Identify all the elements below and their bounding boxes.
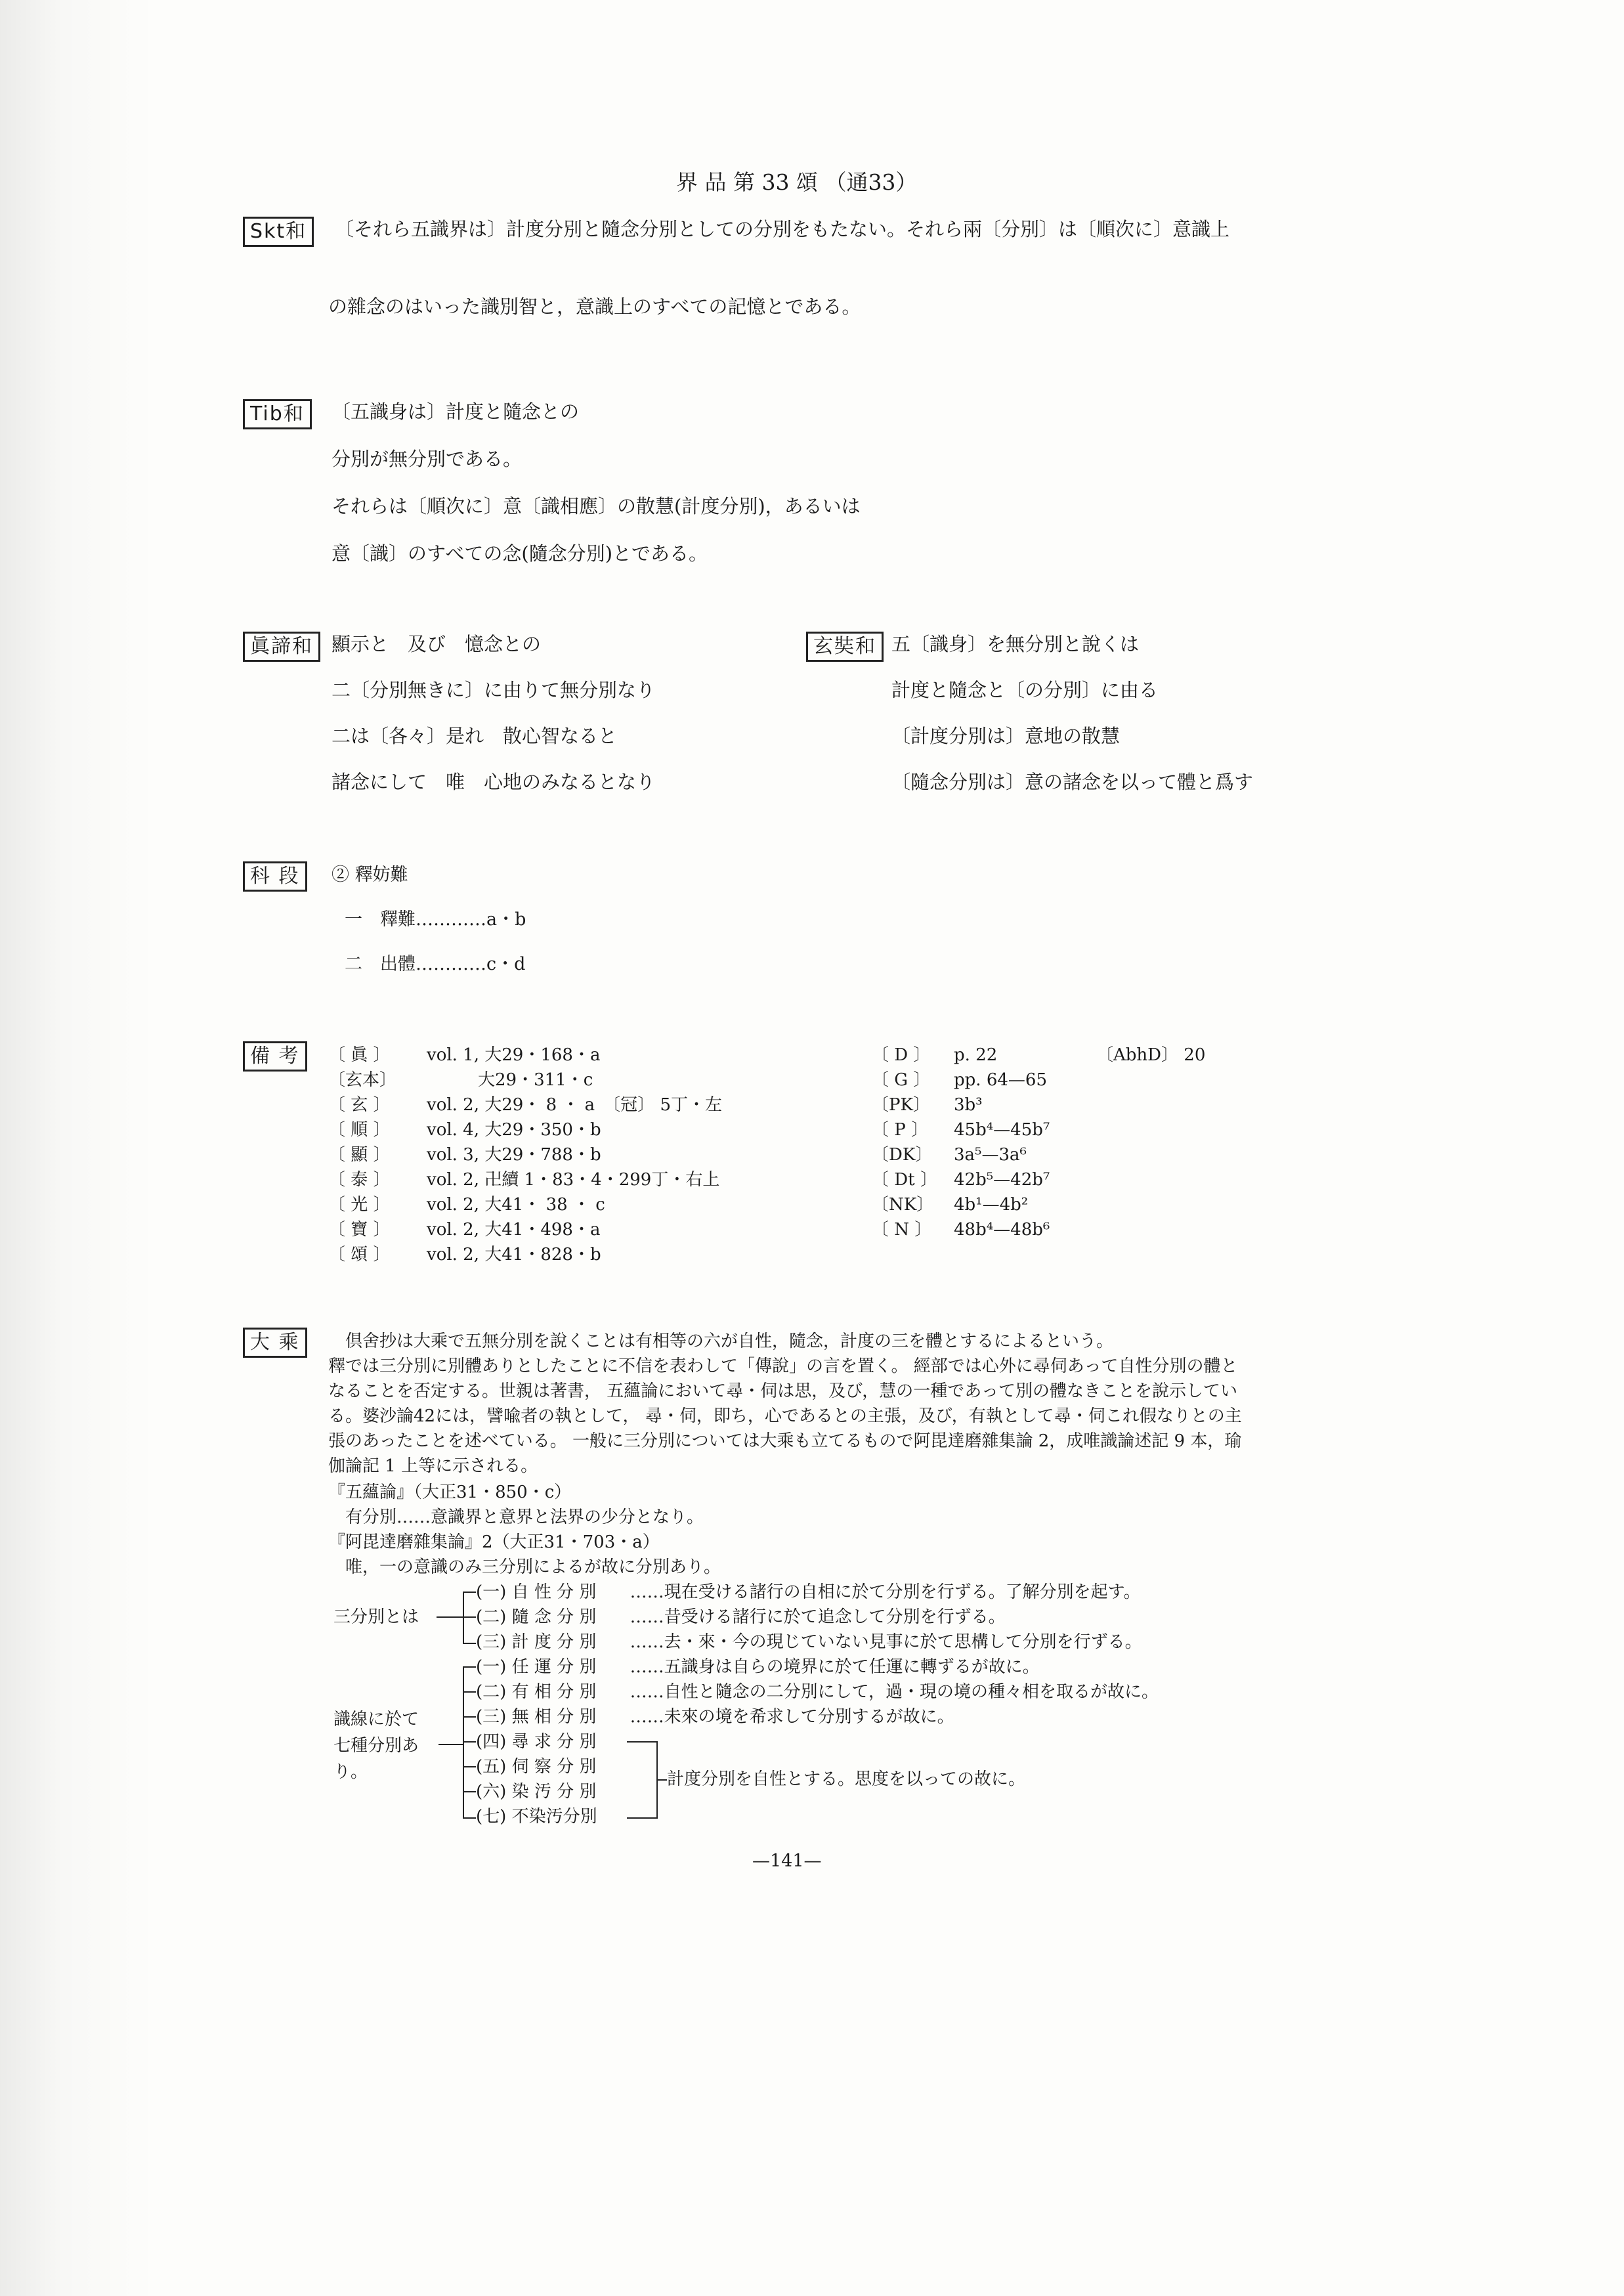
ref-row [872, 1093, 983, 1117]
tree-line [463, 1716, 476, 1718]
tree-desc: ……未來の境を希求して分別するが故に。 [630, 1707, 954, 1727]
ref-value: 45b⁴—45b⁷ [954, 1120, 1050, 1140]
ref-row [872, 1167, 1050, 1192]
tree-name: 不染汚分別 [511, 1807, 597, 1827]
ref-value: vol. 4, 大29・350・b [427, 1120, 601, 1140]
ref-value: vol. 1, 大29・168・a [427, 1045, 601, 1065]
genjo-label: 玄奘和 [806, 632, 884, 662]
genjo-line: 〔計度分別は〕意地の散慧 [891, 725, 1121, 747]
tree-mark: (一) [476, 1582, 507, 1602]
tree-desc: ……現在受ける諸行の自相に於て分別を行ずる。了解分別を起す。 [630, 1582, 1141, 1602]
scan-shadow [0, 0, 158, 2296]
ref-value: 48b⁴—48b⁶ [954, 1220, 1050, 1240]
tree-mark: (七) [476, 1807, 507, 1827]
ref-row [328, 1142, 601, 1167]
tree-line [463, 1691, 476, 1693]
daijo-para-line: 釋では三分別に別體ありとしたことに不信を表わして「傳說」の言を置く。 經部では心外に尋伺あって自性分別の體と [328, 1356, 1238, 1376]
skt-line-2: の雜念のはいった識別智と，意識上のすべての記憶とである。 [328, 295, 861, 318]
tree-name: 有 相 分 別 [511, 1682, 597, 1702]
tib-line: 分別が無分別である。 [331, 448, 523, 470]
ref-extra: 〔AbhD〕 20 [1096, 1045, 1206, 1065]
tree-item [476, 1679, 1159, 1704]
tree-name: 尋 求 分 別 [511, 1732, 597, 1752]
ref-key: 〔 Dt 〕 [872, 1170, 937, 1190]
group2-brace-text: 計度分別を自性とする。思度を以っての故に。 [667, 1769, 1026, 1789]
daijo-para-line: 倶舍抄は大乘で五無分別を說くことは有相等の六が自性，隨念，計度の三を體とするによるという。 [328, 1332, 1114, 1351]
bracket-line [656, 1779, 667, 1781]
tree-line [463, 1592, 464, 1644]
shintai-line: 二は〔各々〕是れ 散心智なると [331, 725, 618, 747]
tree-mark: (五) [476, 1757, 507, 1777]
tree-desc: ……昔受ける諸行に於て追念して分別を行ずる。 [630, 1607, 1006, 1627]
tree-item [476, 1804, 630, 1829]
tree-item [476, 1655, 1040, 1679]
ref-value: pp. 64—65 [954, 1070, 1047, 1090]
tree-item [476, 1729, 630, 1754]
shintai-line: 顯示と 及び 憶念との [331, 633, 542, 655]
tree-line [438, 1744, 463, 1745]
ref-key: 〔 寶 〕 [328, 1220, 391, 1240]
skt-line-1: 〔それら五識界は〕計度分別と隨念分別としての分別をもたない。それら兩〔分別〕は〔順次に〕意識上 [335, 218, 1230, 240]
ref-key: 〔 D 〕 [872, 1045, 931, 1065]
gouon-text: 有分別……意識界と意界と法界の少分となり。 [328, 1507, 704, 1527]
zasshu-title: 『阿毘達磨雜集論』2（大正31・703・a） [328, 1532, 660, 1552]
ref-key: 〔 G 〕 [872, 1070, 931, 1090]
page-title: 界 品 第 33 頌 （通33） [676, 169, 918, 195]
kadan-head: ② 釋妨難 [331, 865, 408, 885]
ref-row [328, 1117, 601, 1142]
tree-line [463, 1766, 476, 1767]
ref-row [328, 1167, 719, 1192]
ref-row [872, 1217, 1050, 1242]
ref-key: 〔 P 〕 [872, 1120, 929, 1140]
shintai-line: 二〔分別無きに〕に由りて無分別なり [331, 679, 656, 701]
ref-key: 〔 泰 〕 [328, 1170, 391, 1190]
tree-line [463, 1791, 476, 1792]
group2-label: 七種分別あ [333, 1736, 419, 1756]
tree-mark: (三) [476, 1707, 507, 1727]
kadan-item: 二 出體…………c・d [345, 954, 526, 974]
ref-row [872, 1068, 1047, 1093]
ref-key: 〔PK〕 [872, 1095, 930, 1115]
tib-line: 〔五識身は〕計度と隨念との [331, 401, 580, 423]
ref-key: 〔 顯 〕 [328, 1145, 391, 1165]
tib-label: Tib和 [243, 399, 312, 429]
tree-mark: (三) [476, 1632, 507, 1652]
tree-desc: ……去・來・今の現じていない見事に於て思構して分別を行ずる。 [630, 1632, 1142, 1652]
ref-value: vol. 3, 大29・788・b [427, 1145, 601, 1165]
tree-mark: (四) [476, 1732, 507, 1752]
tree-line [463, 1643, 476, 1644]
tree-name: 任 運 分 別 [511, 1657, 597, 1677]
ref-key: 〔 N 〕 [872, 1220, 932, 1240]
genjo-line: 五〔識身〕を無分別と說くは [891, 633, 1140, 655]
genjo-line: 〔隨念分別は〕意の諸念を以って體と爲す [891, 771, 1254, 793]
tib-line: 意〔識〕のすべての念(隨念分別)とである。 [331, 542, 708, 565]
tree-item [476, 1605, 1006, 1630]
tree-line [463, 1741, 476, 1743]
ref-key: 〔 順 〕 [328, 1120, 391, 1140]
shintai-line: 諸念にして 唯 心地のみなるとなり [331, 771, 656, 793]
ref-row [872, 1142, 1027, 1167]
tree-line [463, 1592, 476, 1593]
ref-row [328, 1217, 600, 1242]
tree-item [476, 1580, 1140, 1605]
ref-value: 3b³ [954, 1095, 983, 1115]
ref-value: vol. 2, 卍續 1・83・4・299丁・右上 [427, 1170, 720, 1190]
group2-label: り。 [333, 1762, 368, 1782]
skt-label: Skt和 [243, 217, 314, 247]
ref-row [328, 1093, 722, 1117]
ref-value: vol. 2, 大29・ 8 ・ a 〔冠〕 5丁・左 [427, 1095, 722, 1115]
ref-row [328, 1043, 600, 1068]
daijo-para-line: 張のあったことを述べている。 一般に三分別については大乘も立てるもので阿毘達磨雜集論 2，成唯識論述記 9 本，瑜 [328, 1431, 1242, 1451]
ref-key: 〔玄本〕 [328, 1070, 397, 1090]
tree-item [476, 1754, 630, 1779]
tree-name: 隨 念 分 別 [511, 1607, 597, 1627]
ref-row [872, 1117, 1050, 1142]
tree-name: 伺 察 分 別 [511, 1757, 597, 1777]
page-number: —141— [752, 1851, 822, 1871]
tree-mark: (二) [476, 1607, 507, 1627]
tree-line [463, 1817, 476, 1819]
ref-row [872, 1192, 1028, 1217]
tree-line [463, 1666, 476, 1668]
tree-mark: (一) [476, 1657, 507, 1677]
ref-row [872, 1043, 997, 1068]
ref-value: 3a⁵—3a⁶ [954, 1145, 1027, 1165]
daijo-para-line: る。婆沙論42には，譬喩者の執として， 尋・伺，即ち，心であるとの主張，及び，有執として尋・伺これ假なりとの主 [328, 1406, 1242, 1426]
kadan-label: 科 段 [243, 861, 307, 892]
tree-item [476, 1779, 630, 1804]
tree-line [463, 1666, 464, 1819]
ref-value: vol. 2, 大41・ 38 ・ c [427, 1195, 605, 1215]
ref-row [328, 1242, 601, 1267]
ref-value: 4b¹—4b² [954, 1195, 1029, 1215]
tree-desc: ……自性と隨念の二分別にして，過・現の境の種々相を取るが故に。 [630, 1682, 1159, 1702]
tree-mark: (二) [476, 1682, 507, 1702]
zasshu-text: 唯，一の意識のみ三分別によるが故に分別あり。 [328, 1557, 721, 1577]
kadan-item: 一 釋難…………a・b [345, 909, 526, 930]
tree-name: 無 相 分 別 [511, 1707, 597, 1727]
ref-value: p. 22 [954, 1045, 998, 1065]
biko-label: 備 考 [243, 1041, 307, 1072]
bracket-line [627, 1741, 656, 1743]
genjo-line: 計度と隨念と〔の分別〕に由る [891, 679, 1159, 701]
ref-key: 〔 光 〕 [328, 1195, 391, 1215]
ref-key: 〔DK〕 [872, 1145, 933, 1165]
ref-row [328, 1068, 593, 1093]
tree-desc: ……五識身は自らの境界に於て任運に轉ずるが故に。 [630, 1657, 1040, 1677]
tree-name: 計 度 分 別 [511, 1632, 597, 1652]
tib-line: それらは〔順次に〕意〔識相應〕の散慧(計度分別)，あるいは [331, 495, 861, 517]
tree-line [463, 1616, 476, 1618]
shintai-label: 眞諦和 [243, 632, 320, 662]
ref-key: 〔NK〕 [872, 1195, 934, 1215]
ref-value: 大29・311・c [427, 1070, 593, 1090]
ref-key: 〔 眞 〕 [328, 1045, 391, 1065]
ref-value: vol. 2, 大41・498・a [427, 1220, 601, 1240]
bracket-line [627, 1817, 656, 1819]
tree-name: 染 汚 分 別 [511, 1782, 597, 1802]
ref-value: 42b⁵—42b⁷ [954, 1170, 1050, 1190]
daijo-para-line: 伽論記 1 上等に示される。 [328, 1456, 538, 1476]
daijo-para-line: なることを否定する。世親は著書， 五蘊論において尋・伺は思，及び，慧の一種であって別の體なきことを說示してい [328, 1381, 1237, 1401]
tree-name: 自 性 分 別 [511, 1582, 597, 1602]
daijo-label: 大 乘 [243, 1328, 307, 1358]
ref-value: vol. 2, 大41・828・b [427, 1245, 601, 1265]
tree-mark: (六) [476, 1782, 507, 1802]
ref-row [328, 1192, 605, 1217]
ref-key: 〔 頌 〕 [328, 1245, 391, 1265]
group1-label: 三分別とは [333, 1607, 419, 1627]
tree-item [476, 1630, 1142, 1655]
ref-key: 〔 玄 〕 [328, 1095, 391, 1115]
tree-item [476, 1704, 954, 1729]
gouon-title: 『五蘊論』（大正31・850・c） [328, 1483, 572, 1502]
group2-label: 識線に於て [333, 1710, 419, 1729]
tree-line [437, 1616, 463, 1618]
